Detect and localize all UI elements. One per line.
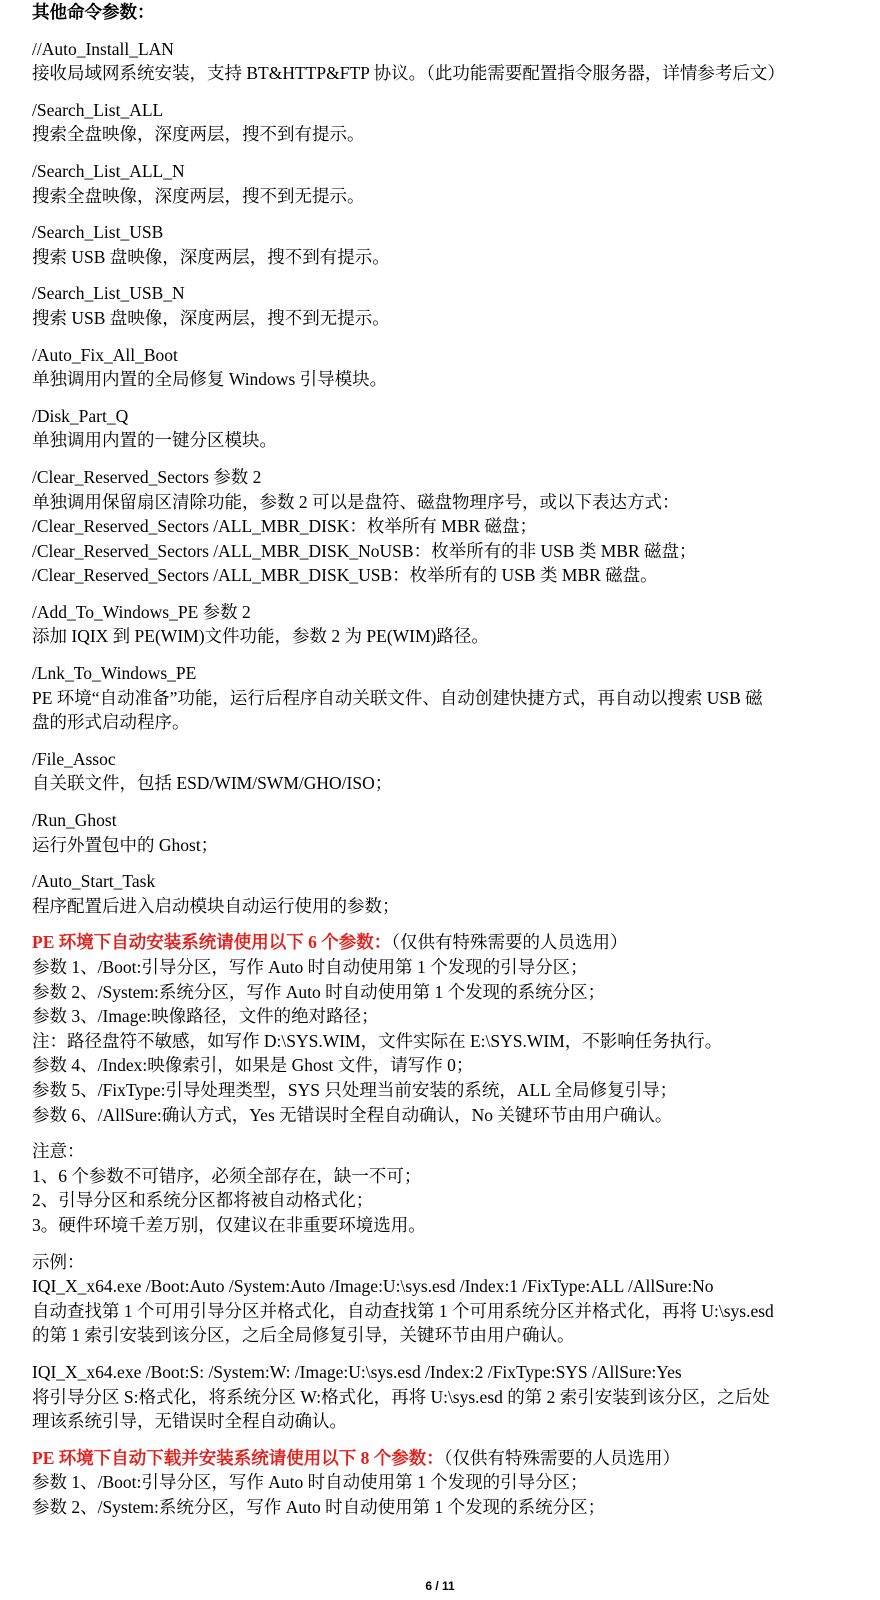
command-block-line: PE 环境“自动准备”功能，运行后程序自动关联文件、自动创建快捷方式，再自动以搜索 USB 磁 [32,687,763,708]
command-block-title: /Search_List_ALL [32,99,164,120]
command-block-title: /Auto_Fix_All_Boot [32,344,178,365]
pe6-param-line: 注：路径盘符不敏感，如写作 D:\SYS.WIM，文件实际在 E:\SYS.WIM，不影响任务执行。 [32,1030,723,1051]
command-block-title: /Add_To_Windows_PE 参数 2 [32,601,251,622]
spacer [32,331,862,343]
command-block-line: 单独调用内置的全局修复 Windows 引导模块。 [32,369,388,390]
command-block [32,747,862,796]
spacer [32,147,862,159]
pe8-param-line: 参数 1、/Boot:引导分区，写作 Auto 时自动使用第 1 个发现的引导分区； [32,1472,588,1493]
notes-block-line: 3。硬件环境千差万别，仅建议在非重要环境选用。 [32,1214,426,1235]
command-block [32,404,862,453]
command-block-title: /File_Assoc [32,748,116,769]
section-heading: 其他命令参数： [32,2,155,22]
command-block [32,98,862,147]
pe6-param-line: 参数 4、/Index:映像索引，如果是 Ghost 文件，请写作 0； [32,1055,474,1076]
command-block-line: /Clear_Reserved_Sectors /ALL_MBR_DISK_USB：枚举所有的 USB 类 MBR 磁盘。 [32,565,658,586]
command-block-title: /Run_Ghost [32,810,117,831]
spacer [32,1434,862,1446]
command-block [32,281,862,330]
command-block-title: /Disk_Part_Q [32,405,129,426]
command-block [32,869,862,918]
pe6-title [32,930,862,955]
notes-block-line: 1、6 个参数不可错序，必须全部存在，缺一不可； [32,1165,422,1186]
command-block-line: 搜索全盘映像，深度两层，搜不到有提示。 [32,124,365,145]
example1-block-line: 自动查找第 1 个可用引导分区并格式化，自动查找第 1 个可用系统分区并格式化，再将 U:\sys.esd [32,1300,774,1321]
command-block-title: //Auto_Install_LAN [32,38,174,59]
command-block [32,343,862,392]
document-page [32,0,862,1519]
example1-block [32,1250,862,1348]
spacer [32,796,862,808]
spacer [32,392,862,404]
spacer [32,25,862,37]
pe6-param-line: 参数 2、/System:系统分区，写作 Auto 时自动使用第 1 个发现的系统分区； [32,981,606,1002]
command-block-line: 接收局域网系统安装，支持 BT&HTTP&FTP 协议。（此功能需要配置指令服务器，详情参考后文） [32,63,785,84]
command-block [32,465,862,588]
spacer [32,1348,862,1360]
page-number: 6 / 11 [425,1579,455,1593]
command-block-line: /Clear_Reserved_Sectors /ALL_MBR_DISK_NoUSB：枚举所有的非 USB 类 MBR 磁盘； [32,540,697,561]
example2-block-title: IQI_X_x64.exe /Boot:S: /System:W: /Image:U:\sys.esd /Index:2 /FixType:SYS /AllSure:Yes [32,1361,682,1382]
pe8-block [32,1446,862,1520]
pe8-title [32,1446,862,1471]
pe8-param-line: 参数 2、/System:系统分区，写作 Auto 时自动使用第 1 个发现的系统分区； [32,1496,606,1517]
spacer [32,86,862,98]
command-block [32,220,862,269]
spacer [32,918,862,930]
command-block-line: 添加 IQIX 到 PE(WIM)文件功能，参数 2 为 PE(WIM)路径。 [32,626,489,647]
pe6-param-line: 参数 3、/Image:映像路径，文件的绝对路径； [32,1006,379,1027]
spacer [32,588,862,600]
example2-block-line: 将引导分区 S:格式化，将系统分区 W:格式化，再将 U:\sys.esd 的第 2 索引安装到该分区，之后处 [32,1386,770,1407]
pe6-title-note: （仅供有特殊需要的人员选用） [391,932,628,953]
spacer [32,735,862,747]
command-block-line: 单独调用保留扇区清除功能，参数 2 可以是盘符、磁盘物理序号，或以下表达方式： [32,491,680,512]
pe6-block [32,930,862,1127]
document-body [32,25,862,1520]
example2-block [32,1360,862,1434]
command-block [32,37,862,86]
command-block [32,808,862,857]
spacer [32,857,862,869]
pe6-param-line: 参数 6、/AllSure:确认方式，Yes 无错误时全程自动确认，No 关键环节由用户确认。 [32,1104,673,1125]
command-block-line: 搜索 USB 盘映像，深度两层，搜不到有提示。 [32,246,390,267]
command-block-title: /Search_List_USB [32,222,164,243]
spacer [32,1238,862,1250]
command-block-line: 盘的形式启动程序。 [32,712,190,733]
pe8-title-note: （仅供有特殊需要的人员选用） [443,1447,680,1468]
spacer [32,269,862,281]
example1-block-title: 示例： [32,1251,85,1272]
notes-block-line: 2、引导分区和系统分区都将被自动格式化； [32,1190,374,1211]
command-block-title: /Search_List_USB_N [32,283,185,304]
example2-block-line: 理该系统引导，无错误时全程自动确认。 [32,1411,347,1432]
example1-block-line: 的第 1 索引安装到该分区，之后全局修复引导，关键环节由用户确认。 [32,1325,575,1346]
spacer [32,453,862,465]
spacer [32,1127,862,1139]
spacer [32,208,862,220]
command-block [32,159,862,208]
pe6-param-line: 参数 1、/Boot:引导分区，写作 Auto 时自动使用第 1 个发现的引导分区； [32,957,588,977]
command-block-line: 自关联文件，包括 ESD/WIM/SWM/GHO/ISO； [32,773,393,794]
pe6-param-line: 参数 5、/FixType:引导处理类型，SYS 只处理当前安装的系统，ALL 全局修复引导； [32,1079,678,1100]
command-block [32,600,862,649]
command-block-title: /Search_List_ALL_N [32,160,185,181]
example1-block-line: IQI_X_x64.exe /Boot:Auto /System:Auto /Image:U:\sys.esd /Index:1 /FixType:ALL /AllSure:No [32,1276,714,1297]
pe8-title-red: PE 环境下自动下载并安装系统请使用以下 8 个参数： [32,1447,444,1468]
command-block-line: /Clear_Reserved_Sectors /ALL_MBR_DISK：枚举所有 MBR 磁盘； [32,516,538,537]
spacer [32,649,862,661]
command-block-line: 搜索全盘映像，深度两层，搜不到无提示。 [32,185,365,206]
command-block-line: 程序配置后进入启动模块自动运行使用的参数； [32,895,400,916]
command-block-title: /Auto_Start_Task [32,871,156,892]
notes-block-title: 注意： [32,1141,85,1162]
command-block-title: /Clear_Reserved_Sectors 参数 2 [32,466,262,487]
command-block-line: 搜索 USB 盘映像，深度两层，搜不到无提示。 [32,307,390,328]
command-block-line: 单独调用内置的一键分区模块。 [32,430,277,451]
pe6-title-red: PE 环境下自动安装系统请使用以下 6 个参数： [32,932,392,953]
command-block-title: /Lnk_To_Windows_PE [32,663,197,684]
command-block-line: 运行外置包中的 Ghost； [32,834,219,855]
command-block [32,661,862,735]
notes-block [32,1139,862,1237]
